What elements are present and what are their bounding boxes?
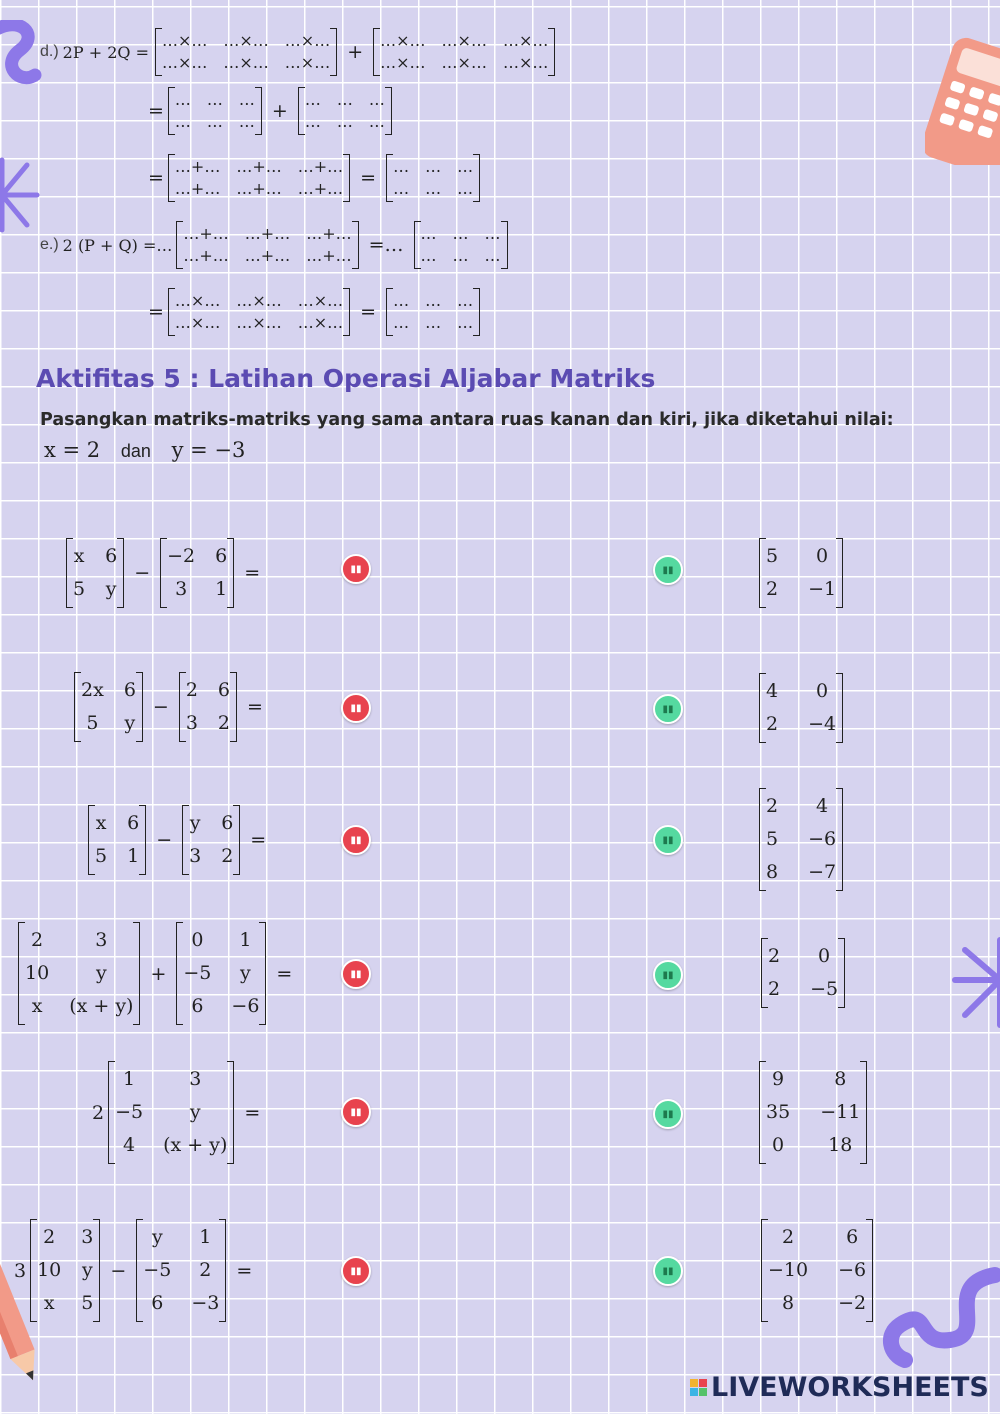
- section-e-mid: =…: [368, 234, 404, 256]
- blank-matrix: [373, 28, 555, 76]
- cell: 6: [221, 812, 234, 834]
- given-and: dan: [120, 441, 151, 461]
- cell: 5: [81, 1292, 94, 1314]
- cell: …+…: [306, 224, 352, 243]
- match-dot-left-4[interactable]: ▮▮: [341, 959, 371, 989]
- cell: …×…: [223, 53, 269, 72]
- given-y: y = −3: [171, 438, 246, 462]
- blank-matrix: [386, 288, 480, 336]
- section-d-line3: [148, 154, 484, 202]
- cell: 1: [123, 1068, 136, 1090]
- cell: …×…: [380, 31, 426, 50]
- cell: 6: [127, 812, 140, 834]
- matrix-right: [176, 922, 266, 1025]
- match-dot-left-3[interactable]: ▮▮: [341, 825, 371, 855]
- equals-sign: =: [244, 1101, 261, 1124]
- cell: …+…: [183, 246, 229, 265]
- answer-matrix: [761, 1219, 873, 1322]
- cell: …: [457, 313, 474, 332]
- cell: 10: [37, 1259, 62, 1281]
- matrix-left: [30, 1219, 100, 1322]
- cell: 3: [95, 929, 108, 951]
- cell: (x + y): [163, 1134, 228, 1156]
- match-dot-right-1[interactable]: ▮▮: [653, 555, 683, 585]
- cell: …: [393, 179, 410, 198]
- cell: 0: [816, 680, 829, 702]
- coefficient: 3: [14, 1259, 27, 1282]
- answer-matrix: [759, 538, 843, 608]
- problem-4: [14, 922, 298, 1025]
- answer-matrix: [759, 673, 843, 743]
- matrix-left: [88, 805, 146, 875]
- cell: y: [151, 1226, 163, 1248]
- cell: 4: [123, 1134, 136, 1156]
- cell: …: [206, 90, 223, 109]
- cell: …: [304, 112, 321, 131]
- cell: 6: [215, 545, 228, 567]
- equals-sign: =: [247, 696, 263, 718]
- cell: 8: [834, 1068, 847, 1090]
- cell: 5: [766, 545, 779, 567]
- cell: −2: [167, 545, 196, 567]
- cell: 2: [766, 795, 779, 817]
- blank-matrix: [176, 221, 358, 269]
- cell: …×…: [174, 291, 221, 310]
- blank-matrix: [155, 28, 337, 76]
- matrix-left: [18, 922, 140, 1025]
- cell: x: [31, 995, 43, 1017]
- equals-sign: =: [148, 167, 164, 189]
- cell: …: [238, 112, 255, 131]
- cell: …×…: [223, 31, 269, 50]
- matrix-right: [136, 1219, 226, 1322]
- cell: …: [368, 90, 385, 109]
- cell: −5: [183, 962, 212, 984]
- answer-matrix: [759, 1061, 867, 1164]
- equals-sign: =: [148, 100, 164, 122]
- cell: 2: [31, 929, 44, 951]
- matrix-right: [182, 805, 240, 875]
- cell: …: [420, 246, 437, 265]
- cell: …: [484, 224, 501, 243]
- cell: −5: [143, 1259, 172, 1281]
- match-dot-right-2[interactable]: ▮▮: [653, 694, 683, 724]
- cell: …: [206, 112, 223, 131]
- operator: −: [110, 1259, 127, 1282]
- cell: …×…: [284, 31, 331, 50]
- cell: …: [336, 90, 353, 109]
- answer-6: [757, 1219, 877, 1322]
- cell: 5: [73, 578, 86, 600]
- cell: …×…: [502, 53, 549, 72]
- blank-matrix: [168, 288, 350, 336]
- cell: 9: [772, 1068, 785, 1090]
- cell: …×…: [161, 53, 208, 72]
- cell: …+…: [244, 224, 291, 243]
- answer-1: [755, 538, 847, 608]
- cell: …: [452, 224, 469, 243]
- cell: 3: [189, 1068, 202, 1090]
- cell: −6: [838, 1259, 867, 1281]
- cell: 0: [818, 945, 831, 967]
- cell: …+…: [297, 179, 344, 198]
- star-left-icon: [0, 155, 42, 235]
- cell: …×…: [284, 53, 331, 72]
- cell: 10: [25, 962, 50, 984]
- cell: x: [73, 545, 85, 567]
- section-e-line2: [148, 288, 484, 336]
- blank-matrix: [168, 87, 262, 135]
- given-values: [44, 438, 245, 462]
- cell: …: [425, 179, 442, 198]
- cell: …+…: [183, 224, 229, 243]
- cell: …: [420, 224, 437, 243]
- section-d-label: d.): [40, 43, 59, 60]
- cell: …: [304, 90, 321, 109]
- cell: y: [240, 962, 251, 984]
- cell: …×…: [441, 31, 487, 50]
- plus-sign: +: [271, 100, 288, 122]
- cell: …: [457, 157, 474, 176]
- cell: −4: [808, 713, 837, 735]
- match-dot-right-3[interactable]: ▮▮: [653, 825, 683, 855]
- star-right-icon: [945, 930, 1000, 1030]
- cell: 2x: [81, 679, 104, 701]
- cell: 8: [782, 1292, 795, 1314]
- cell: −1: [808, 578, 837, 600]
- cell: (x + y): [69, 995, 134, 1017]
- answer-matrix: [761, 938, 845, 1008]
- cell: …×…: [236, 313, 282, 332]
- cell: −5: [810, 978, 839, 1000]
- match-dot-right-6[interactable]: ▮▮: [653, 1256, 683, 1286]
- cell: −10: [768, 1259, 809, 1281]
- cell: 6: [217, 679, 231, 701]
- match-dot-left-2[interactable]: ▮▮: [341, 693, 371, 723]
- cell: −5: [115, 1101, 144, 1123]
- blank-matrix: [386, 154, 480, 202]
- cell: …: [484, 246, 501, 265]
- cell: 2: [768, 978, 781, 1000]
- cell: 5: [86, 712, 99, 734]
- cell: …×…: [174, 313, 221, 332]
- logo-text: LIVEWORKSHEETS: [711, 1372, 989, 1403]
- cell: 35: [766, 1101, 791, 1123]
- section-e-lhs: 2 (P + Q) =…: [62, 235, 173, 255]
- cell: 4: [816, 795, 829, 817]
- cell: …+…: [236, 179, 282, 198]
- equals-sign: =: [360, 301, 377, 323]
- cell: 3: [189, 845, 202, 867]
- match-dot-right-5[interactable]: ▮▮: [653, 1099, 683, 1129]
- cell: 4: [766, 680, 779, 702]
- blank-matrix: [298, 87, 392, 135]
- cell: …: [238, 90, 255, 109]
- operator: −: [152, 696, 169, 718]
- problem-5: [92, 1061, 266, 1164]
- cell: 1: [199, 1226, 212, 1248]
- cell: 2: [43, 1226, 56, 1248]
- cell: 1: [239, 929, 252, 951]
- answer-2: [755, 673, 847, 743]
- cell: 0: [816, 545, 829, 567]
- blank-matrix: [168, 154, 350, 202]
- cell: 6: [105, 545, 118, 567]
- section-e-line1: [40, 221, 512, 269]
- match-dot-left-1[interactable]: ▮▮: [341, 554, 371, 584]
- cell: …: [336, 112, 353, 131]
- cell: 1: [215, 578, 228, 600]
- cell: …: [457, 179, 474, 198]
- problem-2: [70, 672, 269, 742]
- calculator-icon: [925, 30, 1000, 165]
- cell: …×…: [502, 31, 549, 50]
- cell: …: [174, 90, 191, 109]
- problem-6: [14, 1219, 258, 1322]
- matrix-left: [66, 538, 124, 608]
- cell: 5: [95, 845, 108, 867]
- cell: 3: [185, 712, 198, 734]
- cell: 3: [81, 1226, 94, 1248]
- cell: …: [393, 313, 410, 332]
- cell: 1: [127, 845, 140, 867]
- cell: 6: [123, 679, 136, 701]
- cell: …+…: [244, 246, 291, 265]
- cell: 2: [782, 1226, 795, 1248]
- match-dot-left-6[interactable]: ▮▮: [341, 1256, 371, 1286]
- cell: …+…: [297, 157, 344, 176]
- cell: …: [425, 291, 442, 310]
- section-d-lhs: 2P + 2Q =: [62, 42, 149, 62]
- answer-3: [755, 788, 847, 891]
- cell: 0: [191, 929, 204, 951]
- cell: −2: [838, 1292, 867, 1314]
- cell: −6: [808, 828, 837, 850]
- cell: …×…: [161, 31, 208, 50]
- cell: −7: [808, 861, 837, 883]
- cell: …+…: [236, 157, 282, 176]
- section-d-line1: [40, 28, 559, 76]
- cell: y: [124, 712, 136, 734]
- section-e-label: e.): [40, 236, 59, 253]
- matrix-left: [74, 672, 143, 742]
- cell: 2: [768, 945, 781, 967]
- cell: …: [368, 112, 385, 131]
- equals-sign: =: [360, 167, 377, 189]
- matrix-left: [108, 1061, 234, 1164]
- cell: y: [189, 1101, 201, 1123]
- cell: …: [425, 157, 442, 176]
- cell: y: [95, 962, 107, 984]
- cell: 2: [185, 679, 198, 701]
- equals-sign: =: [148, 301, 164, 323]
- plus-sign: +: [347, 41, 364, 63]
- given-x: x = 2: [44, 438, 101, 462]
- cell: 2: [766, 578, 779, 600]
- cell: …+…: [306, 246, 352, 265]
- cell: …+…: [174, 179, 221, 198]
- activity-title: Aktifitas 5 : Latihan Operasi Aljabar Matriks: [36, 364, 656, 393]
- cell: 8: [766, 861, 779, 883]
- matrix-right: [179, 672, 237, 742]
- matrix-right: [160, 538, 234, 608]
- cell: x: [95, 812, 107, 834]
- coefficient: 2: [92, 1101, 105, 1124]
- cell: 2: [221, 845, 234, 867]
- cell: y: [81, 1259, 93, 1281]
- cell: …×…: [380, 53, 426, 72]
- answer-4: [757, 938, 849, 1008]
- answer-5: [755, 1061, 871, 1164]
- blank-matrix: [414, 221, 508, 269]
- cell: 6: [191, 995, 204, 1017]
- answer-matrix: [759, 788, 843, 891]
- cell: 18: [828, 1134, 853, 1156]
- cell: 5: [766, 828, 779, 850]
- equals-sign: =: [250, 829, 267, 851]
- liveworksheets-logo[interactable]: [690, 1372, 989, 1403]
- logo-cube-icon: [690, 1379, 707, 1396]
- squiggle-bottom-right: [880, 1265, 1000, 1385]
- cell: −11: [820, 1101, 861, 1123]
- cell: y: [189, 812, 201, 834]
- cell: 2: [199, 1259, 212, 1281]
- cell: 0: [772, 1134, 785, 1156]
- cell: …: [452, 246, 469, 265]
- activity-instruction: Pasangkan matriks-matriks yang sama antara ruas kanan dan kiri, jika diketahui nilai:: [40, 410, 894, 430]
- match-dot-left-5[interactable]: ▮▮: [341, 1097, 371, 1127]
- problem-1: [62, 538, 266, 608]
- cell: …×…: [297, 291, 344, 310]
- section-d-line2: [148, 87, 396, 135]
- cell: 2: [766, 713, 779, 735]
- cell: 2: [217, 712, 231, 734]
- cell: …: [457, 291, 474, 310]
- cell: …: [393, 157, 410, 176]
- cell: …: [393, 291, 410, 310]
- cell: …×…: [441, 53, 487, 72]
- cell: y: [105, 578, 117, 600]
- cell: …×…: [236, 291, 282, 310]
- problem-3: [84, 805, 272, 875]
- cell: 3: [175, 578, 188, 600]
- cell: −6: [231, 995, 260, 1017]
- match-dot-right-4[interactable]: ▮▮: [653, 960, 683, 990]
- cell: …×…: [297, 313, 344, 332]
- equals-sign: =: [276, 962, 293, 985]
- cell: …: [425, 313, 442, 332]
- cell: x: [43, 1292, 55, 1314]
- cell: 6: [846, 1226, 859, 1248]
- operator: −: [156, 829, 173, 851]
- cell: 6: [151, 1292, 164, 1314]
- operator: +: [150, 962, 167, 985]
- equals-sign: =: [244, 562, 261, 584]
- operator: −: [134, 562, 151, 584]
- cell: …: [174, 112, 191, 131]
- cell: …+…: [174, 157, 221, 176]
- equals-sign: =: [236, 1259, 253, 1282]
- cell: −3: [191, 1292, 220, 1314]
